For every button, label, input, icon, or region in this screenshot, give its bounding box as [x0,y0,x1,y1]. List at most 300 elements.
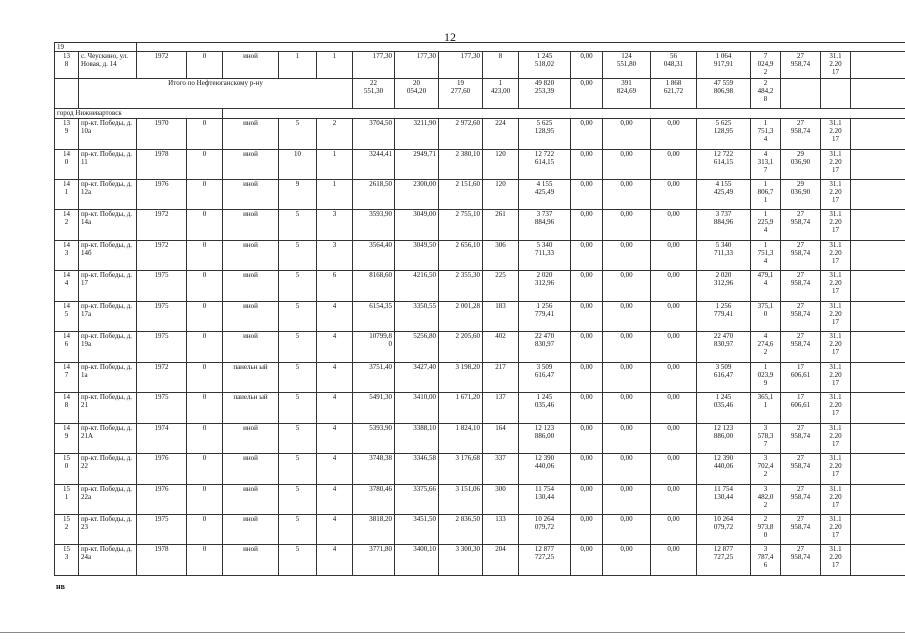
table-cell: 27 958,74 [781,484,821,514]
table-cell: пр-кт. Победы, д. 12а [79,180,137,210]
table-cell: 3 300,30 [439,545,483,576]
empty-cell [851,271,905,301]
table-cell: 2 836,50 [439,515,483,545]
table-cell: 15 3 [55,545,79,576]
table-cell: 0 [187,210,223,240]
empty-cell [851,484,905,514]
table-cell: 12 722 614,15 [519,149,571,179]
table-cell: 12 123 886,00 [697,423,751,453]
table-cell: 1 245 518,02 [519,52,571,78]
table-cell: 22 470 830,97 [697,332,751,362]
table-cell: 1 064 917,91 [697,52,751,78]
table-cell: 1 751,3 4 [751,240,781,270]
table-cell: 0 [187,149,223,179]
table-cell: 5 340 711,33 [697,240,751,270]
table-cell: 0,00 [651,180,697,210]
table-row [55,484,905,514]
table-cell: 177,30 [439,52,483,78]
table-cell: 0,00 [571,119,603,149]
table-cell: 3564,40 [353,240,395,270]
table-cell: 3350,55 [395,301,439,331]
empty-cell [851,545,905,576]
table-row [55,454,905,484]
empty-cell [851,332,905,362]
table-cell: 5 [279,515,317,545]
table-cell: панельн ый [223,393,279,423]
table-cell: 4 [317,423,353,453]
table-cell: 12 123 886,00 [519,423,571,453]
table-cell: 0,00 [603,393,651,423]
table-cell: 19 277,60 [439,78,483,108]
table-cell: 2 973,8 0 [751,515,781,545]
table-cell: 5 [279,545,317,576]
table-cell: 3 [317,210,353,240]
table-cell: 2 151,60 [439,180,483,210]
table-cell: иной [223,180,279,210]
total-label: Итого по Нефтеюганскому р-ну [79,78,353,108]
table-cell: 0,00 [571,545,603,576]
table-cell: иной [223,332,279,362]
table-cell: панельн ый [223,362,279,392]
table-cell: 1 [317,149,353,179]
table-cell: 2 020 312,96 [519,271,571,301]
table-cell: 31.1 2.20 17 [821,423,851,453]
table-cell: 0 [187,454,223,484]
table-cell: 27 958,74 [781,301,821,331]
table-cell: 27 958,74 [781,332,821,362]
table-cell: 1974 [137,423,187,453]
table-cell: 1976 [137,484,187,514]
table-cell: 31.1 2.20 17 [821,119,851,149]
table-cell: 0,00 [571,271,603,301]
table-cell: 29 036,90 [781,180,821,210]
table-cell: 3410,00 [395,393,439,423]
table-cell: 1978 [137,545,187,576]
table-cell: 1 256 779,41 [697,301,751,331]
city-title-row [55,108,905,118]
empty-cell [851,180,905,210]
table-cell: 337 [483,454,519,484]
table-cell: 0,00 [651,149,697,179]
table-cell: 0,00 [571,515,603,545]
table-cell: 14 6 [55,332,79,362]
table-cell: 1 751,3 4 [751,119,781,149]
table-cell: 10 264 079,72 [519,515,571,545]
table-cell: 261 [483,210,519,240]
table-cell: 27 958,74 [781,240,821,270]
table-cell: 479,1 4 [751,271,781,301]
table-cell: 15 0 [55,454,79,484]
table-cell: пр-кт. Победы, д. 14б [79,240,137,270]
table-cell: 6 [317,271,353,301]
table-cell: 3593,90 [353,210,395,240]
table-cell: иной [223,119,279,149]
table-cell [781,78,821,108]
table-cell: 0 [187,119,223,149]
table-row [55,301,905,331]
table-cell: 31.1 2.20 17 [821,301,851,331]
table-cell: 0,00 [571,362,603,392]
table-cell: 402 [483,332,519,362]
table-cell: пр-кт. Победы, д. 17 [79,271,137,301]
table-row [55,240,905,270]
table-cell: 31.1 2.20 17 [821,454,851,484]
table-cell: 31.1 2.20 17 [821,393,851,423]
table-cell: иной [223,301,279,331]
table-cell: 4 [317,332,353,362]
page-number: 12 [444,30,456,44]
city-title: город Нижневартовск [55,108,223,118]
table-cell: 3244,41 [353,149,395,179]
empty-cell [223,108,905,118]
table-cell: 183 [483,301,519,331]
table-cell: пр-кт. Победы, д. 11 [79,149,137,179]
table-cell: 3 482,0 2 [751,484,781,514]
table-cell: 12 877 727,25 [519,545,571,576]
table-cell: 2 484,2 8 [751,78,781,108]
table-cell: 15 2 [55,515,79,545]
table-cell: 1 824,10 [439,423,483,453]
table-cell: 5 [279,484,317,514]
table-cell: 4 [317,484,353,514]
table-cell: 5 [279,240,317,270]
empty-cell [851,78,905,108]
table-cell: 0,00 [603,454,651,484]
table-cell: 133 [483,515,519,545]
table-cell: 0,00 [651,362,697,392]
table-cell: 1975 [137,271,187,301]
table-cell: 300 [483,484,519,514]
table-cell: 0,00 [571,484,603,514]
table-cell: 4 313,1 7 [751,149,781,179]
table-cell: 4 [317,393,353,423]
table-cell: 0,00 [571,332,603,362]
table-row [55,180,905,210]
table-cell: пр-кт. Победы, д. 21 [79,393,137,423]
table-cell: 0,00 [571,52,603,78]
table-cell: 31.1 2.20 17 [821,180,851,210]
table-cell: 31.1 2.20 17 [821,149,851,179]
table-cell: 5 [279,119,317,149]
table-cell: 0,00 [603,119,651,149]
table-cell: 0,00 [651,271,697,301]
table-cell: 4 274,6 2 [751,332,781,362]
table-cell: 14 2 [55,210,79,240]
empty-cell [851,119,905,149]
table-cell: 3704,50 [353,119,395,149]
table-cell: иной [223,515,279,545]
table-cell: 177,30 [395,52,439,78]
table-cell: 12 877 727,25 [697,545,751,576]
table-cell: 306 [483,240,519,270]
table-cell: 4 155 425,49 [697,180,751,210]
table-cell: 3780,46 [353,484,395,514]
table-cell: иной [223,210,279,240]
table-cell: 0 [187,484,223,514]
table-cell: 14 4 [55,271,79,301]
table-cell: 0,00 [651,454,697,484]
table-cell: 3 578,3 7 [751,423,781,453]
table-cell: 0,00 [603,180,651,210]
table-cell: 3346,58 [395,454,439,484]
table-cell: 0 [187,301,223,331]
table-cell: 10 [279,149,317,179]
table-cell: 0,00 [603,515,651,545]
table-cell: 5 625 128,95 [519,119,571,149]
empty-cell [851,362,905,392]
table-cell: 3 151,06 [439,484,483,514]
fragment-row [55,43,905,52]
table-cell: 47 559 806,98 [697,78,751,108]
table-cell: 9 [279,180,317,210]
table-cell: иной [223,240,279,270]
table-cell: 27 958,74 [781,271,821,301]
table-cell: 0,00 [571,301,603,331]
table-cell: 0,00 [651,332,697,362]
table-cell: 1972 [137,52,187,78]
table-cell: 5 340 711,33 [519,240,571,270]
table-cell: 204 [483,545,519,576]
table-cell: 4 [317,545,353,576]
table-cell: иной [223,484,279,514]
table-cell: 56 048,31 [651,52,697,78]
table-cell: 0 [187,240,223,270]
table-cell: 4 [317,301,353,331]
table-row [55,393,905,423]
table-body [55,43,905,576]
table-cell: 27 958,74 [781,454,821,484]
table-cell: 1972 [137,210,187,240]
table-cell: иной [223,271,279,301]
table-cell [821,78,851,108]
table-row [55,332,905,362]
table-cell: 365,1 1 [751,393,781,423]
table-cell: 1 [317,180,353,210]
table-cell: 22 470 830,97 [519,332,571,362]
table-cell: 164 [483,423,519,453]
table-cell: 3 [317,240,353,270]
table-cell: 3388,10 [395,423,439,453]
table-row [55,515,905,545]
table-cell: пр-кт. Победы, д. 19а [79,332,137,362]
table-cell: 0,00 [603,210,651,240]
table-cell: 2 972,60 [439,119,483,149]
empty-cell [851,52,905,78]
table-cell: 1972 [137,362,187,392]
table-cell: 5 [279,423,317,453]
table-cell: 0,00 [651,301,697,331]
table-cell: 1975 [137,393,187,423]
table-cell: 49 820 253,39 [519,78,571,108]
table-cell: 10 264 079,72 [697,515,751,545]
table-cell: 5 [279,332,317,362]
table-cell: пр-кт. Победы, д. 17а [79,301,137,331]
table-row [55,362,905,392]
table-cell: 2 001,28 [439,301,483,331]
table-cell: иной [223,423,279,453]
table-cell: 0,00 [571,180,603,210]
table-cell: пр-кт. Победы, д. 23 [79,515,137,545]
table-cell: 3375,66 [395,484,439,514]
table-cell: 0 [187,545,223,576]
table-cell: пр-кт. Победы, д. 21А [79,423,137,453]
table-cell: 0 [187,332,223,362]
table-cell: с. Чеускино, ул. Новая, д. 14 [79,52,137,78]
table-cell: 3751,40 [353,362,395,392]
empty-cell [851,515,905,545]
table-cell: 4 [317,454,353,484]
table-cell: 2949,71 [395,149,439,179]
table-cell: пр-кт. Победы, д. 1а [79,362,137,392]
table-cell: 0 [187,515,223,545]
fragment-label: 19 [55,43,137,52]
table-cell: 0 [187,393,223,423]
table-cell: 2 380,10 [439,149,483,179]
table-cell: 0 [187,362,223,392]
table-cell: 1 245 035,46 [519,393,571,423]
table-cell: пр-кт. Победы, д. 22 [79,454,137,484]
table-cell: пр-кт. Победы, д. 14а [79,210,137,240]
table-cell: 17 606,61 [781,362,821,392]
table-cell: 14 9 [55,423,79,453]
table-cell: 5256,80 [395,332,439,362]
table-cell: 3400,10 [395,545,439,576]
table-cell: 0,00 [603,332,651,362]
table-cell: 17 606,61 [781,393,821,423]
table-cell: 14 7 [55,362,79,392]
table-cell: 2618,50 [353,180,395,210]
table-cell: 177,30 [353,52,395,78]
empty-cell [851,393,905,423]
table-cell: 1 [317,52,353,78]
table-cell: 20 054,20 [395,78,439,108]
table-cell: 0 [187,180,223,210]
table-cell: 31.1 2.20 17 [821,545,851,576]
empty-cell [851,149,905,179]
table-cell: иной [223,52,279,78]
table-cell: 0,00 [603,423,651,453]
table-cell: 3 787,4 6 [751,545,781,576]
table-cell: 0,00 [571,423,603,453]
table-cell: 1 868 621,72 [651,78,697,108]
table-cell: 8168,60 [353,271,395,301]
table-cell: 2 205,60 [439,332,483,362]
table-cell: 1978 [137,149,187,179]
table-cell: 13 9 [55,119,79,149]
table-row [55,423,905,453]
table-cell: 3 702,4 2 [751,454,781,484]
table-cell: 0,00 [651,484,697,514]
page-edge-line [0,632,905,633]
table-cell: 11 754 130,44 [519,484,571,514]
table-cell: 11 754 130,44 [697,484,751,514]
table-row [55,149,905,179]
table-cell: 31.1 2.20 17 [821,332,851,362]
table-cell: 1976 [137,454,187,484]
table-cell: 0,00 [603,301,651,331]
table-cell: 2 656,10 [439,240,483,270]
footer-mark: нв [56,582,65,591]
table-cell: 27 958,74 [781,119,821,149]
table-cell: 14 1 [55,180,79,210]
table-cell: 1 423,00 [483,78,519,108]
total-row [55,78,905,108]
table-cell: 3 509 616,47 [697,362,751,392]
table-cell: 1 225,9 4 [751,210,781,240]
table-cell: 1975 [137,332,187,362]
table-cell: 2 [317,119,353,149]
table-cell: пр-кт. Победы, д. 24а [79,545,137,576]
table-cell: 13 8 [55,52,79,78]
table-cell: 0,00 [571,78,603,108]
table-cell: 375,1 0 [751,301,781,331]
table-cell: 4 [317,362,353,392]
table-cell: 1975 [137,515,187,545]
table-cell: 1 256 779,41 [519,301,571,331]
table-cell: 1975 [137,301,187,331]
table-cell: 2 020 312,96 [697,271,751,301]
table-cell: 3 737 884,96 [519,210,571,240]
table-cell: 0,00 [603,484,651,514]
table-row [55,210,905,240]
table-cell: 7 024,9 2 [751,52,781,78]
table-cell: 1 023,9 9 [751,362,781,392]
empty-cell [851,423,905,453]
table-cell: 2300,00 [395,180,439,210]
table-cell: 14 5 [55,301,79,331]
table-cell: 10799,8 0 [353,332,395,362]
housing-register-table [54,42,905,576]
table-cell: 0,00 [651,545,697,576]
table-cell: 0 [187,52,223,78]
empty-cell [851,240,905,270]
table-cell: 12 390 440,06 [519,454,571,484]
table-cell: пр-кт. Победы, д. 22а [79,484,137,514]
table-cell: 14 8 [55,393,79,423]
table-cell: 0,00 [603,149,651,179]
table-cell: 27 958,74 [781,52,821,78]
table-cell: 3748,38 [353,454,395,484]
table-cell: 5491,30 [353,393,395,423]
table-cell: 0,00 [571,454,603,484]
table-cell: 0,00 [651,119,697,149]
table-cell: 31.1 2.20 17 [821,240,851,270]
table-cell: 225 [483,271,519,301]
table-cell: 12 722 614,15 [697,149,751,179]
table-cell: 31.1 2.20 17 [821,484,851,514]
table-cell: 2 355,30 [439,271,483,301]
table-cell: 1970 [137,119,187,149]
empty-cell [55,78,79,108]
table-cell: 31.1 2.20 17 [821,362,851,392]
table-cell: 4 155 425,49 [519,180,571,210]
table-cell: 3 509 616,47 [519,362,571,392]
table-cell: 27 958,74 [781,423,821,453]
table-cell: 31.1 2.20 17 [821,52,851,78]
table-cell: пр-кт. Победы, д. 10а [79,119,137,149]
table-cell: 0,00 [571,210,603,240]
table-cell: 5 [279,271,317,301]
table-cell: 3 176,68 [439,454,483,484]
table-cell: 6154,35 [353,301,395,331]
table-cell: 1 671,20 [439,393,483,423]
table-cell: 3451,50 [395,515,439,545]
table-cell: 0,00 [603,362,651,392]
table-cell: 4 [317,515,353,545]
table-cell: 31.1 2.20 17 [821,515,851,545]
table-row [55,271,905,301]
table-cell: 120 [483,149,519,179]
